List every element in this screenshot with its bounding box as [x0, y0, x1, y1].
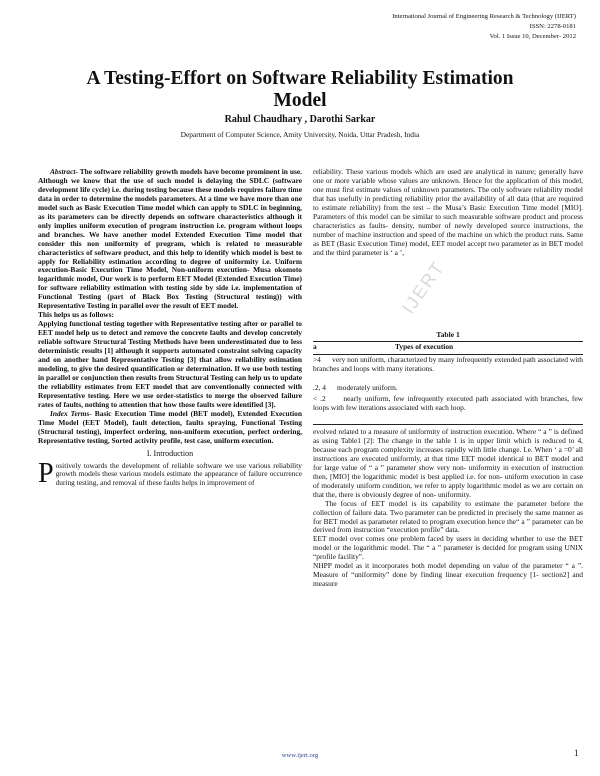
table-row-a: < .2 [313, 394, 326, 403]
ijert-watermark: IJERT [398, 257, 449, 318]
table-row-a: >4 [313, 355, 321, 364]
title-line-2: Model [273, 90, 327, 111]
left-column [38, 168, 302, 488]
abstract-p3: Applying functional testing together with Representative testing after or parallel to EET model help us to detect and remove the concrete faults and develop concretely reliable software Structural Testing Methods have been underestimated due to less deterministic results [1] although it supports automated constraint solving capacity and on another hand Representative Testing [3] that allow reliability estimation modeling, to give the desired quantification or determination. If we use both testing in parallel or conjunction then results from Structural Testing can help us to update the reliability estimates from EET model that are conventionally connected with Representative testing. Here we use order-statistics to merge the observed failure rates of faults, nothing to attention that how those faults were identified [3]. [38, 319, 302, 409]
table-bottom-rule [313, 424, 583, 425]
issn: ISSN: 2278-0181 [529, 23, 576, 30]
drop-cap: P [38, 457, 54, 489]
journal-name: International Journal of Engineering Research & Technology (IJERT) [392, 13, 576, 20]
page-number: 1 [574, 748, 579, 758]
table-caption: Table 1 [436, 330, 460, 339]
right-column-bottom [313, 428, 583, 589]
table-row [313, 395, 583, 413]
table-row [313, 384, 583, 393]
table-row-desc: moderately uniform. [337, 383, 398, 392]
index-terms-text: - Basic Execution Time model (BET model), Extended Execution Time Model (EET Model), fault detection, faults spraying, Functional Testing (Structural testing), imperfect ordering, non-uniform execution, perfect ordering, Representative testing, Sorted activity profile, test case, uniform execution. [38, 408, 302, 445]
table-row [313, 356, 583, 374]
index-terms [38, 410, 302, 446]
authors: Rahul Chaudhary , Darothi Sarkar [224, 114, 376, 125]
right-p1: reliability. These various models which are used are analytical in nature; generally have one or more variable whose values are unknown. Hence for the application of this model, one must first estimate values of unknown parameters. The only software reliability model that has usefully in predicting reliability prior the availability of all data (that are required to estimate reliability) from the test – the Musa’s Basic Execution Time model [MIO]. Parameters of this model can be similar to such measurable software product and process characteristics as faults- density, number of newly developed source instructions, the number of machine instruction and speed of the machine on which the product runs. Same as BET (Basic Execution Time) model, EET model accept two parameter as in BET model and the third parameter is ‘ a ’, [313, 167, 583, 257]
right-p4: EET model over comes one problem faced by users in deciding whether to use the BET model or the logarithmic model. The “ a ” parameter is decided for program using UNIX “profile facility”. [313, 534, 583, 562]
volume-issue: Vol. 1 Issue 10, December- 2012 [489, 33, 576, 40]
table-header-a: a [313, 342, 317, 351]
intro-text: ositively towards the development of reliable software we use various reliability growth models these various models estimate the appearance of failure occurrence during testing, and removal of these faults helps in improvement of [55, 460, 302, 488]
table-header-type: Types of execution [395, 342, 454, 351]
affiliation: Department of Computer Science, Amity University, Noida, Uttar Pradesh, India [180, 130, 420, 139]
abstract-label: Abstract- [50, 167, 78, 176]
right-p2: evolved related to a measure of uniformity of instruction execution. Where “ a ” is defined as using Table1 [2]: The change in the table 1 is in upper limit which is reduced to 4, because each program complexity increases rapidly with little change. I.e. When ‘ a =0’ all instructions are executed uniformly, at that time EET model identical to BET model and for large value of “ a ” parameter show very non- uniformity in execution of instruction then, [MIO] the logarithmic model is best applied i.e. for non- uniform execution in case of moderately uniform condition, we refer to apply logarithmic model as we are certain on that the, there is obviously degree of non- uniformity. [313, 427, 583, 499]
title-line-1: A Testing-Effort on Software Reliability Estimation [86, 68, 514, 89]
right-p5: NHPP model as it incorporates both model depending on value of the parameter “ a ”. Measure of “uniformity” done by finding linear execution frequency [1- section2] and measure [313, 561, 583, 589]
right-column-top [313, 168, 583, 258]
table-header-row [313, 343, 583, 352]
abstract-p2: This helps us as follows: [38, 310, 114, 320]
right-p3: The focus of EET model is its capability to estimate the parameter before the collection of failure data. Two parameter can be predicted in precisely the same manner as for BET model as parameter related to program execution hence the“ a ” parameter can be derived from instruction “execution profile” data. [313, 498, 583, 535]
footer-url: www.ijert.org [281, 752, 319, 759]
paper-title [0, 68, 600, 112]
intro-paragraph [38, 457, 302, 489]
table-row-a: .2, 4 [313, 383, 326, 392]
table-row-desc: very non uniform, characterized by many infrequently extended path associated with branches and loops with many iterations. [313, 355, 583, 373]
abstract [38, 168, 302, 311]
section-heading-introduction: I. Introduction [146, 448, 194, 458]
abstract-text: The software reliability growth models have become prominent in use. Although we know that the use of such model is delaying the SDLC (software development life cycle) i.e. during testing because these models requires failure time data in order to determine the models parameters. At a time we have more than one model such as Basic Execution Time model which can apply to SDLC in beginning, as its parameters can be directly depends on software characteristics although it only implies uniform execution of program instruction i.e. program without loops and branches. We have another model Extended Execution Time model that consider this non uniformity of program, which is related to measurable characteristics of software product, and this help to identify which model is best to apply for Reliability estimation according to degree of uniformity i.e. Uniform execution-Basic Execution Time Model, Non-uniform execution- Musa okomoto logarithmic model, Our work is to perform EET Model (Extended Execution Time) for software reliability estimation with testing side by side i.e. implementation of Functional Testing (part of Black Box Testing (Structural testing)) with Representative Testing in parallel over the result of EET model. [38, 167, 302, 311]
index-terms-label: Index Terms [50, 408, 90, 418]
table-row-desc: nearly uniform, few infrequently executed path associated with branches, few loops with few iterations associated with each loop. [313, 394, 584, 412]
